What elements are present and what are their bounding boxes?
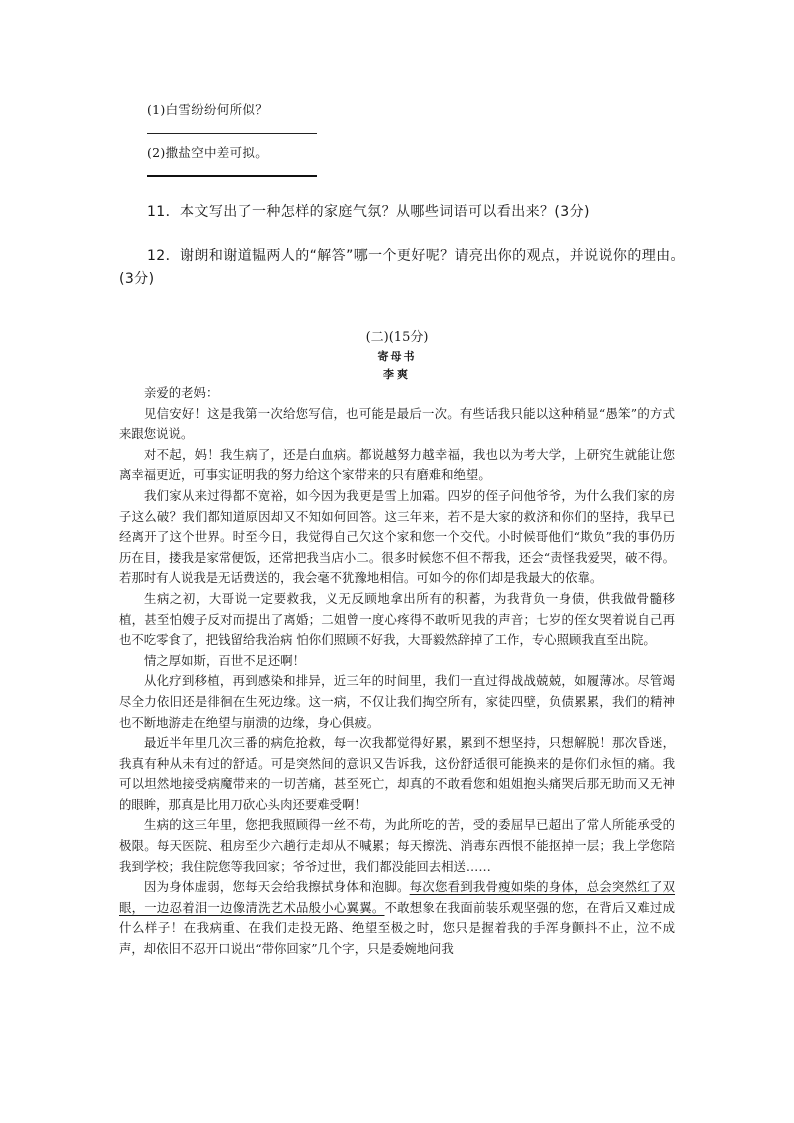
letter-salutation: 亲爱的老妈： [144,385,219,400]
letter-paragraph: 生病的这三年里，您把我照顾得一丝不苟，为此所吃的苦，受的委屈早已超出了常人所能承受的极限。每天医院、租房至少六趟行走却从不喊累；每天擦洗、消毒东西恨不能抠掉一层；我上学您陪我到学校；我住院您等我回家；爷爷过世，我们都没能回去相送…… [119,817,675,874]
section-heading: (二)(15分) [365,330,429,345]
question-12-line1: 12．谢朗和谢道韫两人的“解答”哪一个更好呢？请亮出你的观点，并说说你的理由。 [147,248,685,264]
paragraph-text: 因为身体虚弱，您每天会给我擦拭身体和泡脚。 [144,879,410,895]
letter-paragraph: 最近半年里几次三番的病危抢救，每一次我都觉得好累，累到不想坚持，只想解脱！那次昏迷，我真有种从未有过的舒适。可是突然间的意识又告诉我，这份舒适很可能换来的是你们永恒的痛。我可以坦然地接受病魔带来的一切苦痛，甚至死亡，却真的不敢看您和姐姐抱头痛哭后那无助而又无神的眼眸，那真是比用刀砍心头肉还要难受啊！ [119,735,675,812]
article-author: 李爽 [383,368,411,381]
letter-paragraph: 情之厚如斯，百世不足还啊！ [144,652,306,668]
article-title: 寄母书 [377,350,417,363]
letter-paragraph: 从化疗到移植，再到感染和排异，近三年的时间里，我们一直过得战战兢兢，如履薄冰。尽管竭尽全力依旧还是徘徊在生死边缘。这一病，不仅让我们掏空所有，家徒四壁，负债累累，我们的精神也不断地游走在绝望与崩溃的边缘，身心俱疲。 [119,673,675,730]
letter-paragraph: 生病之初，大哥说一定要救我，义无反顾地拿出所有的积蓄，为我背负一身债，供我做骨髓移植，甚至怕嫂子反对而提出了离婚；二姐曾一度心疼得不敢听见我的声音；七岁的侄女哭着说自己再也不吃零食了，把钱留给我治病 怕你们照顾不好我，大哥毅然辞掉了工作，专心照顾我直至出院。 [119,590,675,648]
paragraph-text: 不敢想象在我面前装乐观坚强的您，在背后又难过成什么样子！在我病重、在我们走投无路、绝望至极之时，您只是握着我的手浑身颤抖不止，泣不成声，却依旧不忍开口说出“带你回家”几个字，只是委婉地问我 [119,899,676,957]
question-12-line2: (3分) [119,271,155,287]
letter-body [119,383,675,960]
question-11: 11．本文写出了一种怎样的家庭气氛？从哪些词语可以看出来？(3分) [147,204,590,220]
answer-line-2[interactable] [147,175,317,177]
letter-paragraph: 对不起，妈！我生病了，还是白血病。都说越努力越幸福，我也以为考大学，上研究生就能让您离幸福更近，可事实证明我的努力给这个家带来的只有磨难和绝望。 [119,446,675,483]
letter-paragraph: 我们家从来过得都不宽裕，如今因为我更是雪上加霜。四岁的侄子问他爷爷，为什么我们家的房子这么破？我们都知道原因却又不知如何回答。这三年来，若不是大家的救济和你们的坚持，我早已经离开了这个世界。时至今日，我觉得自己欠这个家和您一个交代。小时候哥他们“欺负”我的事仍历历在目，搂我是家常便饭，还常把我当店小二。很多时候您不但不帮我，还会“责怪我爱哭，破不得。若那时有人说我是无话费送的，我会毫不犹豫地相信。可如今的你们却是我最大的依靠。 [119,487,675,586]
underlined-sentence: 每次您看到我骨瘦如柴的身体，总会突然红了双眼，一边忍着泪一边像清洗艺术品般小心翼翼。 [119,879,676,915]
answer-line-1[interactable] [147,133,317,134]
question-10-1: (1)白雪纷纷何所似？ [147,102,269,117]
question-10-2: (2)撒盐空中差可拟。 [147,145,269,160]
letter-paragraph: 见信安好！这是我第一次给您写信，也可能是最后一次。有些话我只能以这种稍显“愚笨”的方式来跟您说说。 [119,405,675,442]
letter-paragraph-underlined [119,877,675,959]
